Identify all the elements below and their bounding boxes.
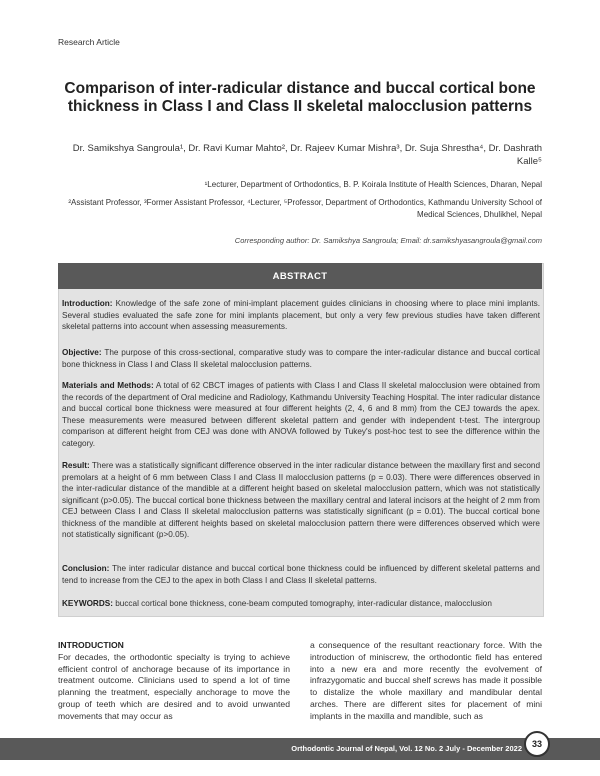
abstract-heading: ABSTRACT: [272, 271, 328, 282]
conclusion-label: Conclusion:: [62, 564, 110, 573]
keywords-label: KEYWORDS:: [62, 599, 113, 608]
introduction-paragraph-left: For decades, the orthodontic specialty is trying to achieve efficient control of anchorage because of its importance in treatment outcome. Clinicians used to spend a lot of time planning the treatment, especially anchorage to move the group of teeth which are desired and to avoid unwanted movements that may occur as: [58, 651, 290, 721]
abstract-conclusion: [62, 563, 540, 586]
affiliation-1: ¹Lecturer, Department of Orthodontics, B. P. Koirala Institute of Health Sciences, Dharan, Nepal: [204, 180, 542, 189]
correspondence-line: Corresponding author: Dr. Samikshya Sangroula; Email: dr.samikshyasangroula@gmail.com: [234, 236, 542, 245]
keywords-text: buccal cortical bone thickness, cone-beam computed tomography, inter-radicular distance, malocclusion: [115, 599, 492, 608]
result-text: There was a statistically significant difference observed in the inter radicular distance between the maxillary first and second premolars at a height of 6 mm between Class I and Class II malocclusion patterns (p = 0.03). There were differences observed in the inter-radicular distance of the mandible at a different height based on skeletal malocclusion pattern, which was not statistically significant (p>0.05). The buccal cortical bone thickness between the maxillary central and lateral incisors at the height of 2 mm from CEJ between Class I and Class II skeletal malocclusion patterns was statistically significant (p = 0.01). The buccal cortical bone thickness of the mandible at different heights based on skeletal malocclusion pattern there were differences observed which were not statistically significant (p>0.05).: [62, 461, 541, 539]
objective-label: Objective:: [62, 348, 102, 357]
introduction-heading: INTRODUCTION: [58, 640, 124, 650]
abstract-keywords: [62, 598, 540, 610]
introduction-text: Knowledge of the safe zone of mini-implant placement guides clinicians in choosing where to place mini implants. Several studies evaluated the safe zone for mini implants placement, but only a very few previous studies have taken different skeletal patterns into account when assessing measurements.: [62, 299, 540, 331]
article-type-label: Research Article: [58, 37, 120, 47]
methods-label: Materials and Methods:: [62, 381, 154, 390]
paper-title: Comparison of inter-radicular distance and buccal cortical bone thickness in Class I and Class II skeletal malocclusion patterns: [64, 80, 536, 115]
page-number: 33: [524, 731, 550, 757]
introduction-paragraph-right: a consequence of the resultant reactionary force. With the introduction of miniscrew, the orthodontic field has entered into a new era and more recently the evolvement of infrazygomatic and buccal shelf screws has made it possible to distalize the whole maxillary and mandibular dental arches. There are different sites for placement of mini implants in the maxilla and mandible, such as: [310, 640, 542, 721]
abstract-result: [62, 460, 540, 541]
journal-citation: Orthodontic Journal of Nepal, Vol. 12 No. 2 July - December 2022: [291, 744, 522, 753]
author-list: Dr. Samikshya Sangroula¹, Dr. Ravi Kumar Mahto², Dr. Rajeev Kumar Mishra³, Dr. Suja Shrestha⁴, Dr. Dashrath Kalle⁵: [72, 143, 542, 167]
methods-text: A total of 62 CBCT images of patients with Class I and Class II skeletal malocclusion were obtained from the records of the department of Oral medicine and Radiology, Kathmandu University Teaching Hospital. The inter radicular distance and buccal cortical bone thickness were measured at four different heights (2, 4, 6 and 8 mm) from the CEJ towards the apex. These measurements were measured between different skeletal pattern and gender with independent t-test. The intergroup comparison at different height from CEJ was done with ANOVA followed by Tukey's post-hoc test to see the difference within the category.: [62, 381, 540, 448]
abstract-methods: [62, 380, 540, 449]
objective-text: The purpose of this cross-sectional, comparative study was to compare the inter-radicular distance and buccal cortical bone thickness in Class I and Class II skeletal malocclusion patterns.: [62, 348, 540, 369]
abstract-objective: [62, 347, 540, 370]
body-right-column: [310, 640, 542, 723]
affiliation-2: ²Assistant Professor, ³Former Assistant Professor, ⁴Lecturer, ⁵Professor, Department of Orthodontics, Kathmandu University School of Medical Sciences, Dhulikhel, Nepal: [68, 198, 542, 219]
introduction-label: Introduction:: [62, 299, 113, 308]
body-left-column: [58, 640, 290, 723]
conclusion-text: The inter radicular distance and buccal cortical bone thickness could be influenced by different skeletal patterns and tend to increase from the CEJ to the apex in both Class I and Class II skeletal patterns.: [62, 564, 540, 585]
abstract-introduction: [62, 298, 540, 333]
result-label: Result:: [62, 461, 90, 470]
